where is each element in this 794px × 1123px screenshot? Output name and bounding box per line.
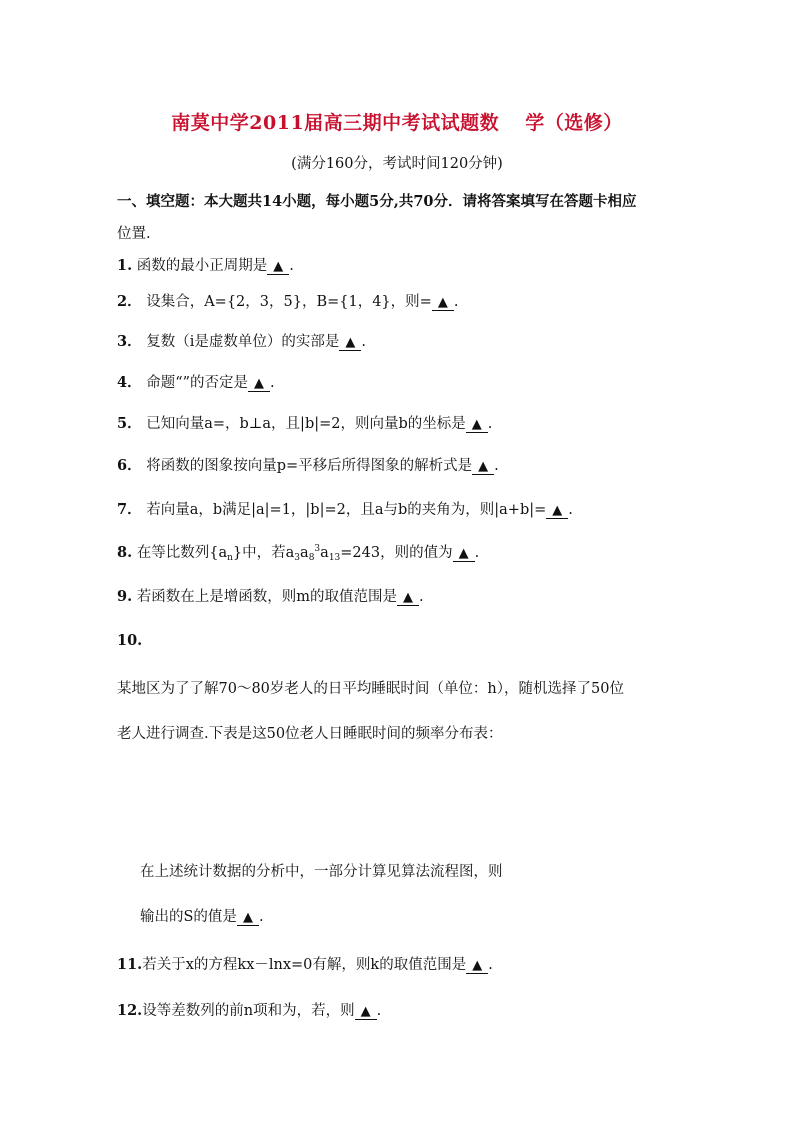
answer-blank: ▲ bbox=[546, 503, 568, 519]
answer-blank: ▲ bbox=[248, 376, 270, 392]
question-number: 12. bbox=[117, 1002, 143, 1019]
question-number: 3． bbox=[117, 333, 142, 350]
question-text: 命题“”的否定是 bbox=[146, 375, 249, 391]
question-10-number: 10. bbox=[117, 632, 143, 649]
answer-blank: ▲ bbox=[466, 417, 488, 433]
answer-blank: ▲ bbox=[355, 1004, 377, 1020]
answer-blank: ▲ bbox=[397, 590, 419, 606]
answer-blank: ▲ bbox=[267, 259, 289, 275]
question-6: 6． 将函数的图象按向量p=平移后所得图象的解析式是 ▲ . bbox=[117, 457, 499, 474]
question-7: 7． 若向量a，b满足|a|=1，|b|=2，且a与b的夹角为，则|a+b|= ▲ . bbox=[117, 501, 573, 518]
question-number: 4． bbox=[117, 374, 142, 391]
question-text: 设集合，A={2，3，5}，B={1，4}，则= bbox=[146, 294, 432, 310]
question-text: 若关于x的方程kx－lnx=0有解，则k的取值范围是 bbox=[142, 957, 467, 973]
question-9: 9. 若函数在上是增函数，则m的取值范围是 ▲ . bbox=[117, 588, 424, 605]
question-1: 1. 函数的最小正周期是 ▲ . bbox=[117, 257, 294, 274]
question-text: 设等差数列的前n项和为，若，则 bbox=[142, 1003, 355, 1019]
question-number: 5． bbox=[117, 415, 142, 432]
section-heading: 一、填空题：本大题共14小题，每小题5分,共70分．请将答案填写在答题卡相应 bbox=[117, 193, 637, 210]
page-subtitle: (满分160分，考试时间120分钟) bbox=[291, 156, 503, 172]
question-12: 12.设等差数列的前n项和为，若，则 ▲ . bbox=[117, 1002, 382, 1019]
answer-blank: ▲ bbox=[339, 335, 361, 351]
question-text: 复数（i是虚数单位）的实部是 bbox=[146, 334, 340, 350]
question-number: 9. bbox=[117, 588, 133, 605]
answer-blank: ▲ bbox=[472, 459, 494, 475]
question-text: 将函数的图象按向量p=平移后所得图象的解析式是 bbox=[146, 458, 473, 474]
question-text: 若函数在上是增函数，则m的取值范围是 bbox=[136, 589, 397, 605]
question-11: 11.若关于x的方程kx－lnx=0有解，则k的取值范围是 ▲ . bbox=[117, 956, 493, 973]
question-number: 2． bbox=[117, 293, 142, 310]
answer-blank: ▲ bbox=[237, 910, 259, 926]
question-10-text-2: 老人进行调查.下表是这50位老人日睡眠时间的频率分布表： bbox=[117, 726, 503, 742]
question-text: 已知向量a=，b⊥a，且|b|=2，则向量b的坐标是 bbox=[146, 416, 466, 432]
question-2: 2． 设集合，A={2，3，5}，B={1，4}，则= ▲ . bbox=[117, 293, 459, 310]
question-number: 6． bbox=[117, 457, 142, 474]
question-10-text-4: 输出的S的值是 ▲ . bbox=[140, 909, 264, 925]
question-number: 8. bbox=[117, 544, 133, 561]
question-5: 5． 已知向量a=，b⊥a，且|b|=2，则向量b的坐标是 ▲ . bbox=[117, 415, 493, 432]
answer-blank: ▲ bbox=[432, 295, 454, 311]
question-number: 1. bbox=[117, 257, 133, 274]
page-title bbox=[0, 108, 794, 135]
question-3: 3． 复数（i是虚数单位）的实部是 ▲ . bbox=[117, 333, 366, 350]
section-heading-cont: 位置. bbox=[117, 226, 151, 242]
question-number: 7． bbox=[117, 501, 142, 518]
question-10-text-1: 某地区为了了解70～80岁老人的日平均睡眠时间（单位：h），随机选择了50位 bbox=[117, 681, 624, 697]
answer-blank: ▲ bbox=[466, 958, 488, 974]
question-8: 8. 在等比数列$\{a_n\}$中，若$a_3a_8^3a_{13}=243$，则的值为 ▲ . bbox=[117, 544, 480, 563]
title-part1: 南莫中学2011届高三期中考试试题数 bbox=[171, 112, 500, 134]
title-part2: 学（选修） bbox=[525, 112, 623, 134]
question-text: 函数的最小正周期是 bbox=[136, 258, 268, 274]
question-10-text-3: 在上述统计数据的分析中，一部分计算见算法流程图，则 bbox=[140, 864, 503, 880]
question-4: 4． 命题“”的否定是 ▲ . bbox=[117, 374, 275, 391]
answer-blank: ▲ bbox=[453, 546, 475, 562]
question-text: 若向量a，b满足|a|=1，|b|=2，且a与b的夹角为，则|a+b|= bbox=[146, 502, 547, 518]
question-number: 11. bbox=[117, 956, 143, 973]
